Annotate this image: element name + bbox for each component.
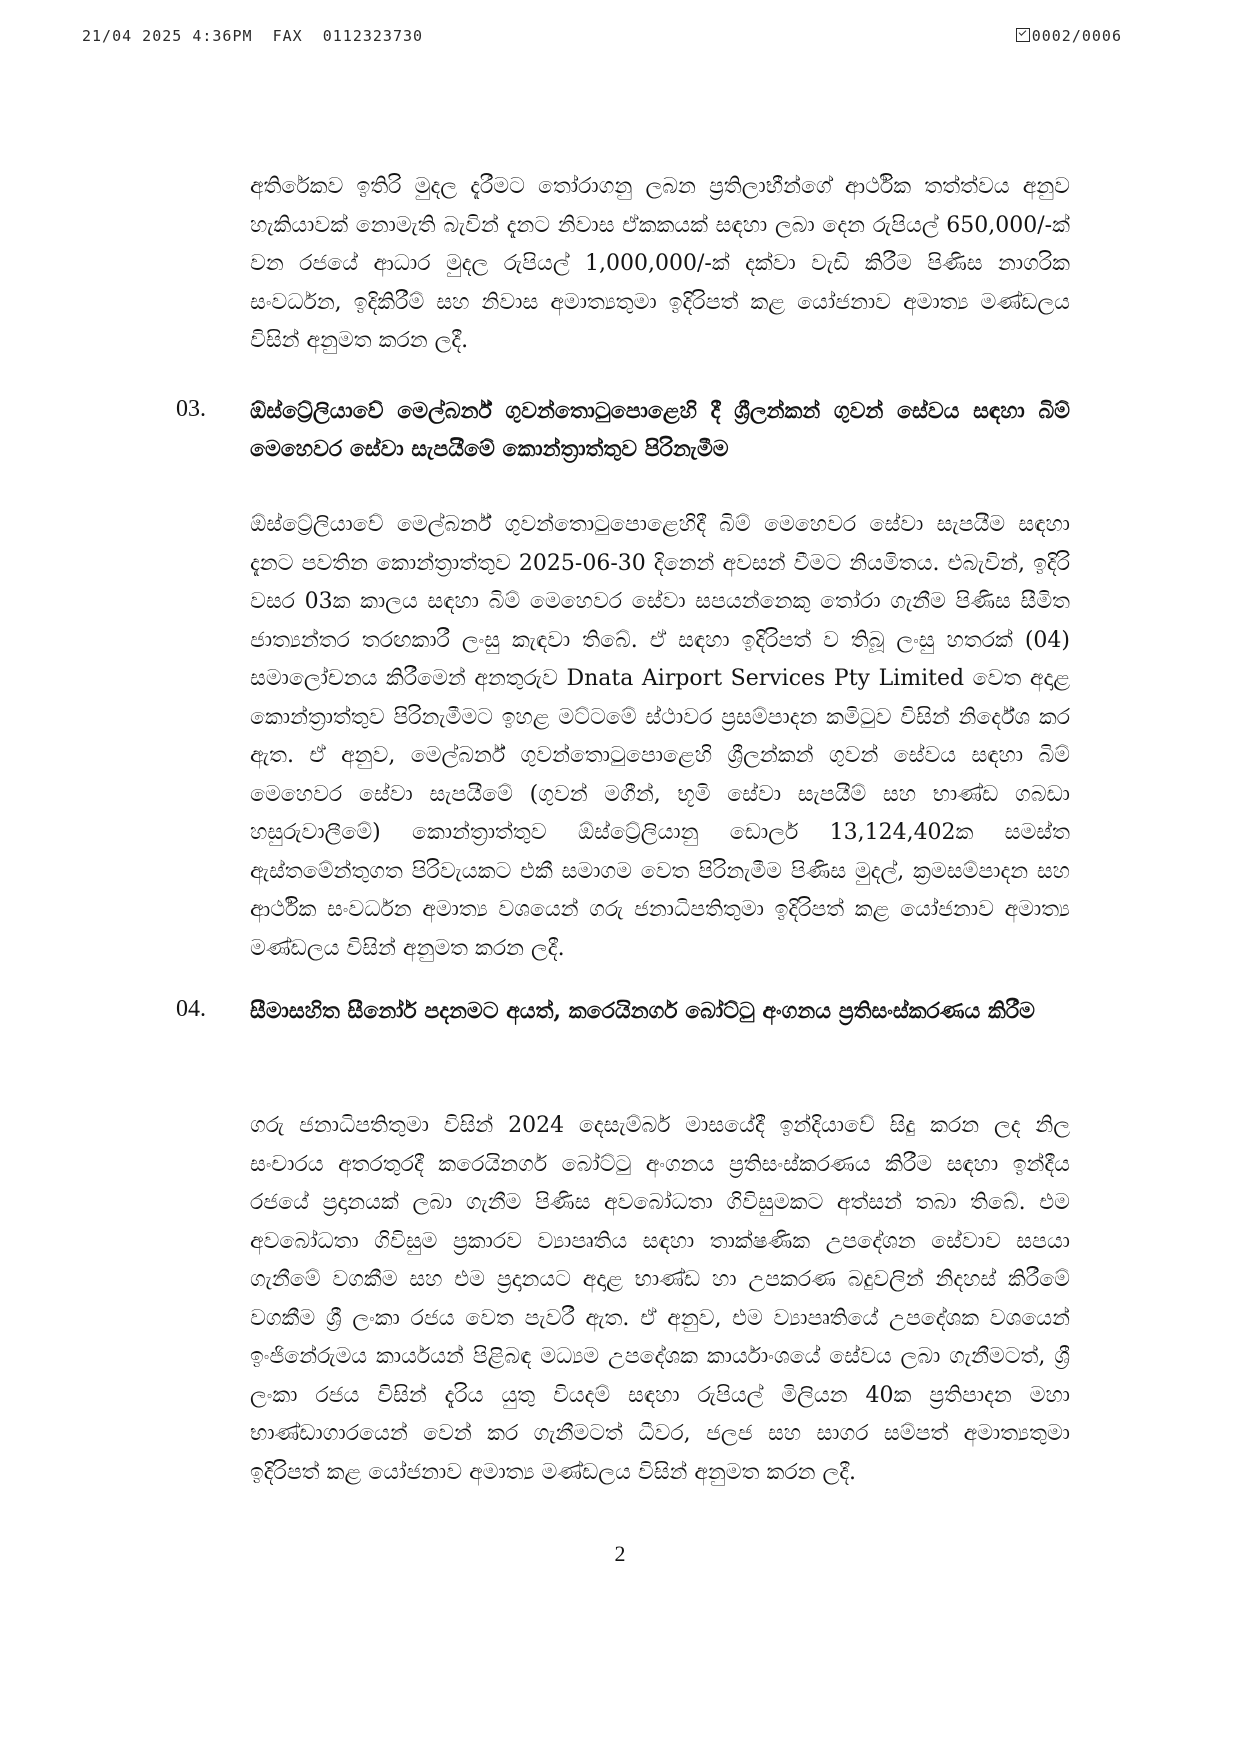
section-04-title: සීමාසහිත සීනෝර් පදනමට අයත්, කරෙයිනගර් බෝට්ටු අංගනය ප්‍රතිසංස්කරණය කිරීම: [250, 998, 1035, 1024]
section-04-body: ගරු ජනාධිපතිතුමා විසින් 2024 දෙසැම්බර් මාසයේදී ඉන්දියාවේ සිදු කරන ලද නිල සංචාරය අතරතුරදී කරෙයිනගර් බෝට්ටු අංගනය ප්‍රතිසංස්කරණය කිරීම සඳහා ඉන්දීය රජයේ ප්‍රදානයක් ලබා ගැනීම පිණිස අවබෝධතා ගිවිසුමකට අත්සන් තබා තිබේ. එම අවබෝධතා ගිවිසුම ප්‍රකාරව ව්‍යාපෘතිය සඳහා තාක්ෂණික උපදේශන සේවාව සපයා ගැනීමේ වගකීම සහ එම ප්‍රදානයට අදාළ භාණ්ඩ හා උපකරණ බදුවලින් නිදහස් කිරීමේ වගකීම ශ්‍රී ලංකා රජය වෙත පැවරී ඇත. ඒ අනුව, එම ව්‍යාපෘතියේ උපදේශක වශයෙන් ඉංජිනේරුමය කාර්යයන් පිළිබඳ මධ්‍යම උපදේශක කාර්යාංශයේ සේවය ලබා ගැනීමටත්, ශ්‍රී ලංකා රජය විසින් දැරිය යුතු වියදම් සඳහා රුපියල් මිලියන 40ක ප්‍රතිපාදන මහා භාණ්ඩාගාරයෙන් වෙන් කර ගැනීමටත් ධීවර, ජලජ සහ සාගර සම්පත් අමාත්‍යතුමා ඉදිරිපත් කළ යෝජනාව අමාත්‍ය මණ්ඩලය විසින් අනුමත කරන ලදී.: [250, 1113, 1070, 1485]
fax-page-counter: [1016, 27, 1122, 45]
section-03-body: ඕස්ට්‍රේලියාවේ මෙල්බර්න් ගුවන්තොටුපොළෙහිදී බිම් මෙහෙවර සේවා සැපයීම සඳහා දැනට පවතින කොන්ත්‍රාත්තුව 2025-06-30 දිනෙන් අවසන් වීමට නියමිතය. එබැවින්, ඉදිරි වසර 03ක කාලය සඳහා බිම් මෙහෙවර සේවා සපයන්නෙකු තෝරා ගැනීම පිණිස සීමිත ජාත්‍යන්තර තරඟකාරී ලංසු කැඳවා තිබේ. ඒ සඳහා ඉදිරිපත් ව තිබූ ලංසු හතරක් (04) සමාලෝචනය කිරීමෙන් අනතුරුව Dnata Airport Services Pty Limited වෙත අදාළ කොන්ත්‍රාත්තුව පිරිනැමීමට ඉහළ මට්ටමේ ස්ථාවර ප්‍රසම්පාදන කමිටුව විසින් නිර්දේශ කර ඇත. ඒ අනුව, මෙල්බර්න් ගුවන්තොටුපොළෙහි ශ්‍රීලන්කන් ගුවන් සේවය සඳහා බිම් මෙහෙවර සේවා සැපයීමේ (ගුවන් මගීන්, භූමි සේවා සැපයීම් සහ භාණ්ඩ ගබඩා හසුරුවාලීමේ) කොන්ත්‍රාත්තුව ඕස්ට්‍රේලියානු ඩොලර් 13,124,402ක සමස්ත ඇස්තමේන්තුගත පිරිවැයකට එකී සමාගම වෙත පිරිනැමීම පිණිස මුදල්, ක්‍රමසම්පාදන සහ ආර්ථික සංවර්ධන අමාත්‍ය වශයෙන් ගරු ජනාධිපතිතුමා ඉදිරිපත් කළ යෝජනාව අමාත්‍ය මණ්ඩලය විසින් අනුමත කරන ලදී.: [250, 512, 1070, 961]
fax-transmission-info: 21/04 2025 4:36PM FAX 0112323730: [82, 27, 424, 45]
section-03-number: 03.: [176, 396, 206, 422]
section-03-title: ඕස්ට්‍රේලියාවේ මෙල්බර්න් ගුවන්තොටුපොළෙහි දී ශ්‍රීලන්කන් ගුවන් සේවය සඳහා බිම් මෙහෙවර සේවා සැපයීමේ කොන්ත්‍රාත්තුව පිරිනැමීම: [250, 398, 1070, 462]
section-04-number: 04.: [176, 996, 206, 1022]
fax-page-count: 0002/0006: [1031, 27, 1122, 45]
page-number: 2: [614, 1541, 626, 1566]
intro-paragraph: අතිරේකව ඉතිරි මුදල දැරීමට තෝරාගනු ලබන ප්‍රතිලාභීන්ගේ ආර්ථික තත්ත්වය අනුව හැකියාවක් නොමැති බැවින් දැනට නිවාස ඒකකයක් සඳහා ලබා දෙන රුපියල් 650,000/-ක් වන රජයේ ආධාර මුදල රුපියල් 1,000,000/-ක් දක්වා වැඩි කිරීම පිණිස නාගරික සංවර්ධන, ඉදිකිරීම් සහ නිවාස අමාත්‍යතුමා ඉදිරිපත් කළ යෝජනාව අමාත්‍ය මණ්ඩලය විසින් අනුමත කරන ලදී.: [250, 174, 1070, 353]
fax-header: [82, 27, 1122, 49]
checked-box-icon: [1016, 28, 1030, 42]
